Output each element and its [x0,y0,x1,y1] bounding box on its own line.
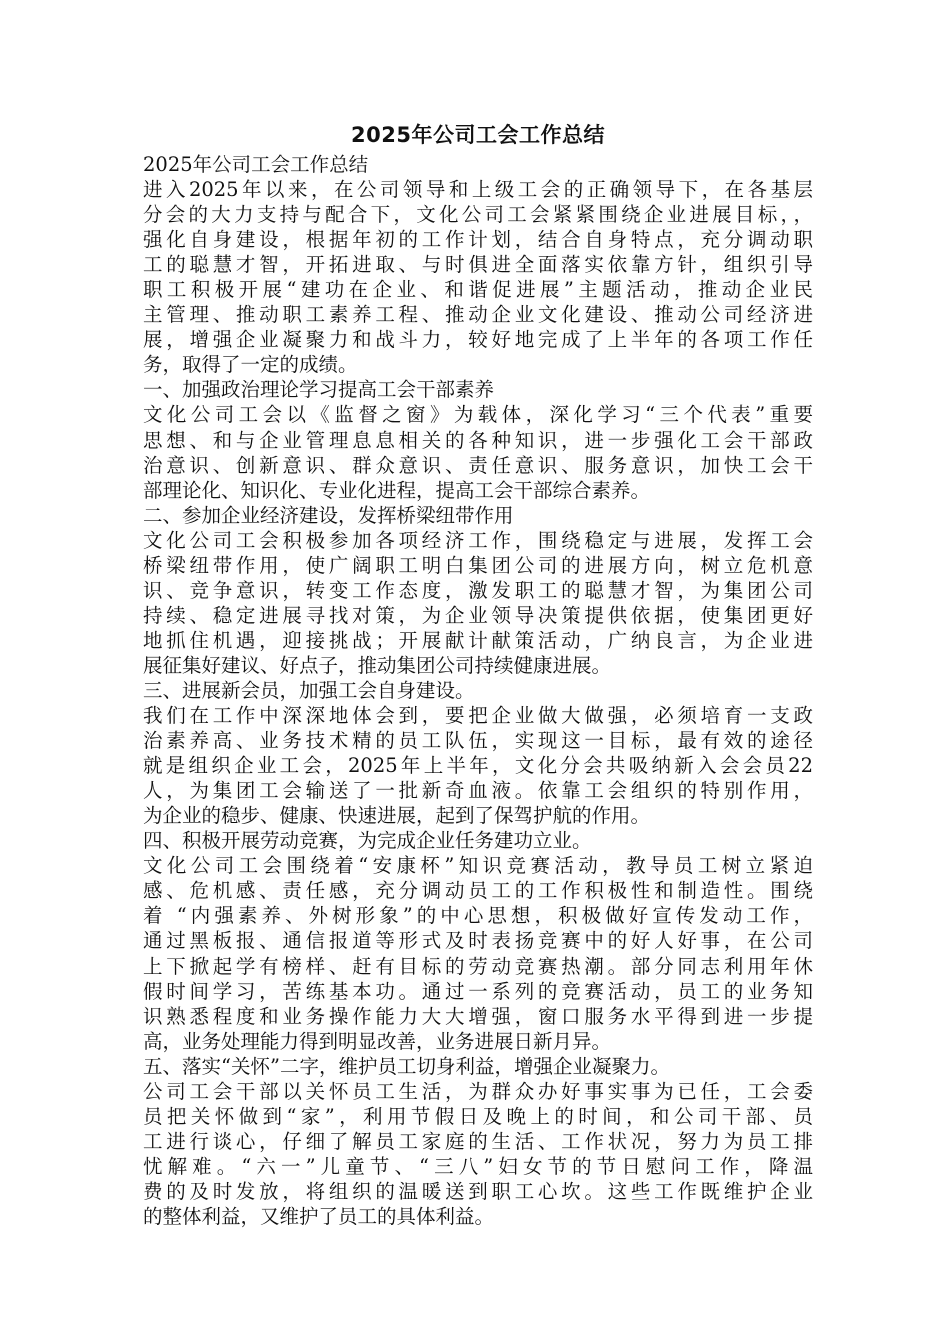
section-heading: 五、落实“关怀”二字，维护员工切身利益，增强企业凝聚力。 [143,1054,670,1078]
section-heading: 一、加强政治理论学习提高工会干部素养 [143,378,495,402]
section-4 [143,828,813,1053]
section-1 [143,377,813,502]
section-heading: 四、积极开展劳动竞赛，为完成企业任务建功立业。 [143,829,592,853]
paragraph-line: 务，取得了一定的成绩。 [143,353,358,377]
paragraph-line: 分会的大力支持与配合下，文化公司工会紧紧围绕企业进展目标，， [143,203,813,227]
paragraph-line: 文化公司工会积极参加各项经济工作，围绕稳定与进展，发挥工会 [143,528,813,552]
paragraph-line: 通过黑板报、通信报道等形式及时表扬竞赛中的好人好事，在公司 [143,929,813,953]
document-subtitle: 2025年公司工会工作总结 [143,153,369,176]
paragraph-line: 主管理、推动职工素养工程、推动企业文化建设、推动公司经济进 [143,303,813,327]
paragraph-line: 工的聪慧才智，开拓进取、与时俱进全面落实依靠方针，组织引导 [143,253,813,277]
paragraph-line: 识、竞争意识，转变工作态度，激发职工的聪慧才智，为集团公司 [143,578,813,602]
paragraph-line: 治素养高、业务技术精的员工队伍，实现这一目标，最有效的途径 [143,729,813,753]
section-heading: 二、参加企业经济建设，发挥桥梁纽带作用 [143,503,514,527]
paragraph-line: 进入2025年以来，在公司领导和上级工会的正确领导下，在各基层 [143,178,813,202]
paragraph-line: 忧解难。“六一”儿童节、“三八”妇女节的节日慰问工作，降温 [143,1154,813,1178]
paragraph-line: 假时间学习，苦练基本功。通过一系列的竞赛活动，员工的业务知 [143,979,813,1003]
section-heading: 三、进展新会员，加强工会自身建设。 [143,678,475,702]
paragraph-line: 地抓住机遇，迎接挑战；开展献计献策活动，广纳良言，为企业进 [143,628,813,652]
paragraph-line: 着 “内强素养、外树形象”的中心思想，积极做好宣传发动工作， [143,904,813,928]
paragraph-line: 人，为集团工会输送了一批新奇血液。依靠工会组织的特别作用， [143,779,813,803]
section-3 [143,678,813,828]
paragraph-line: 我们在工作中深深地体会到，要把企业做大做强，必须培育一支政 [143,704,813,728]
paragraph-line: 强化自身建设，根据年初的工作计划，结合自身特点，充分调动职 [143,228,813,252]
paragraph-line: 为企业的稳步、健康、快速进展，起到了保驾护航的作用。 [143,804,651,828]
paragraph-line: 感、危机感、责任感，充分调动员工的工作积极性和制造性。围绕 [143,879,813,903]
intro-paragraph [143,177,813,377]
paragraph-line: 的整体利益，又维护了员工的具体利益。 [143,1204,495,1228]
paragraph-line: 上下掀起学有榜样、赶有目标的劳动竞赛热潮。部分同志利用年休 [143,954,813,978]
paragraph-line: 费的及时发放，将组织的温暖送到职工心坎。这些工作既维护企业 [143,1179,813,1203]
paragraph-line: 识熟悉程度和业务操作能力大大增强，窗口服务水平得到进一步提 [143,1004,813,1028]
paragraph-line: 展征集好建议、好点子，推动集团公司持续健康进展。 [143,653,612,677]
document-page [143,118,813,1229]
paragraph-line: 思想、和与企业管理息息相关的各种知识，进一步强化工会干部政 [143,428,813,452]
paragraph-line: 工进行谈心，仔细了解员工家庭的生活、工作状况，努力为员工排 [143,1129,813,1153]
paragraph-line: 持续、稳定进展寻找对策，为企业领导决策提供依据，使集团更好 [143,603,813,627]
paragraph-line: 治意识、创新意识、群众意识、责任意识、服务意识，加快工会干 [143,453,813,477]
paragraph-line: 文化公司工会以《监督之窗》为载体，深化学习“三个代表”重要 [143,403,813,427]
paragraph-line: 公司工会干部以关怀员工生活，为群众办好事实事为已任，工会委 [143,1079,813,1103]
paragraph-line: 桥梁纽带作用，使广阔职工明白集团公司的进展方向，树立危机意 [143,553,813,577]
section-5 [143,1054,813,1229]
paragraph-line: 展，增强企业凝聚力和战斗力，较好地完成了上半年的各项工作任 [143,328,813,352]
section-2 [143,503,813,678]
paragraph-line: 部理论化、知识化、专业化进程，提高工会干部综合素养。 [143,478,651,502]
document-title: 2025年公司工会工作总结 [351,123,605,147]
paragraph-line: 文化公司工会围绕着“安康杯”知识竞赛活动，教导员工树立紧迫 [143,854,813,878]
paragraph-line: 高，业务处理能力得到明显改善，业务进展日新月异。 [143,1029,612,1053]
paragraph-line: 员把关怀做到“家”，利用节假日及晚上的时间，和公司干部、员 [143,1104,813,1128]
paragraph-line: 职工积极开展“建功在企业、和谐促进展”主题活动，推动企业民 [143,278,813,302]
paragraph-line: 就是组织企业工会，2025年上半年，文化分会共吸纳新入会会员22 [143,754,813,778]
